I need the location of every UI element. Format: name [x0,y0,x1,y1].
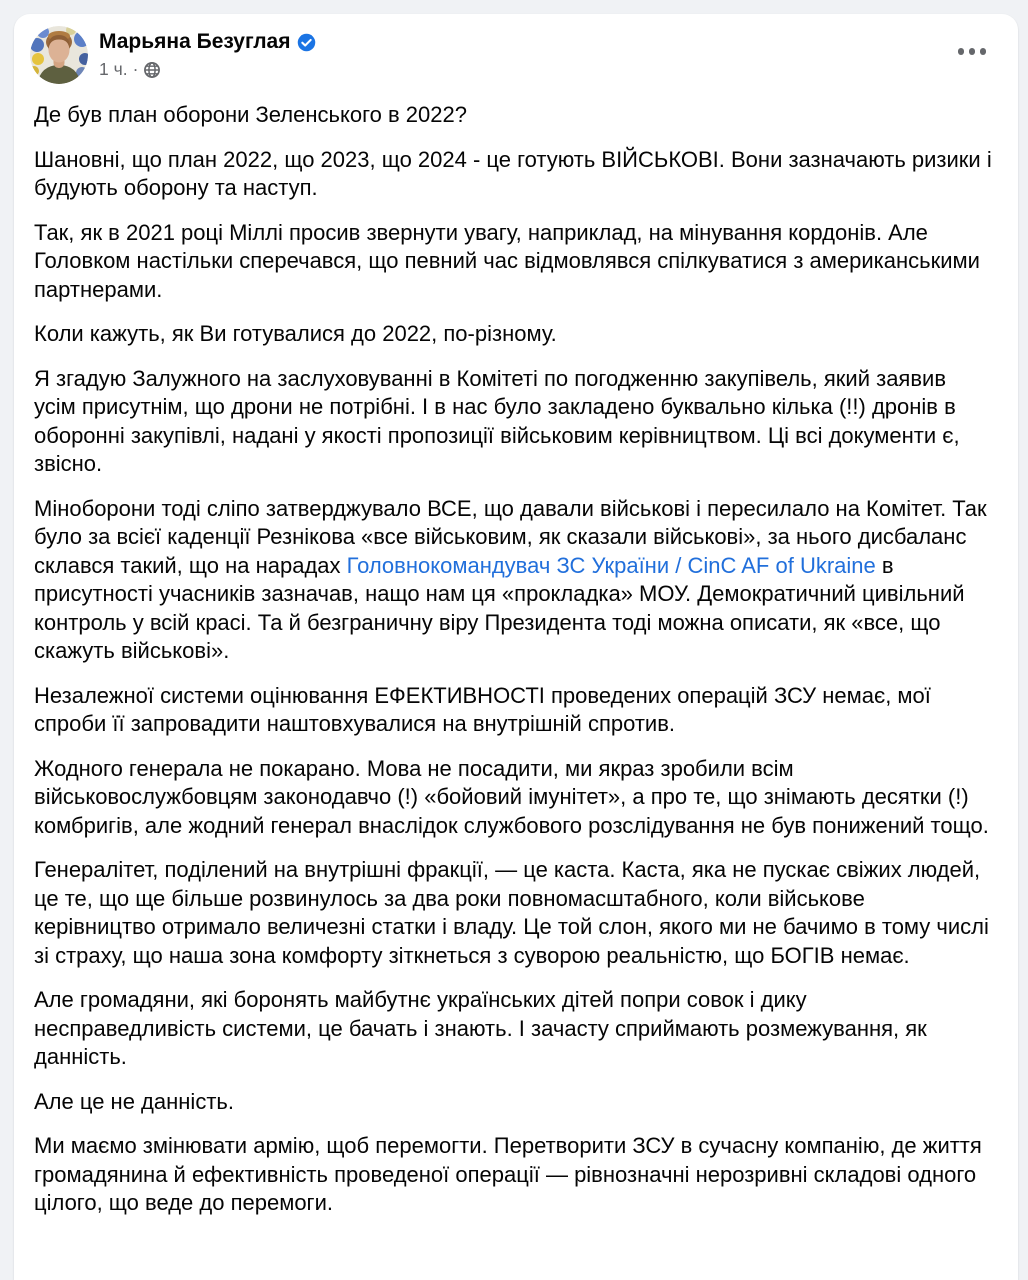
post-paragraph: Генералітет, поділений на внутрішні фракції, — це каста. Каста, яка не пускає свіжих людей, це те, що ще більше розвинулось за два роки повномасштабного, коли військове керівництво отримало величезні статки і владу. Це той слон, якого ми не бачимо в тому числі зі страху, що наша зона комфорту зіткнеться з суворою реальністю, що БОГІВ немає. [34,857,989,968]
post-meta[interactable] [99,59,316,80]
meta-separator: · [132,59,139,79]
avatar[interactable] [30,26,88,84]
paragraph-text: в присутності учасників зазначав, нащо нам ця «прокладка» МОУ. Демократичний цивільний контроль у всій красі. Та й безграничну віру Президента тоді можна описати, як «все, що скажуть військові». [34,552,965,663]
author-row [99,29,316,55]
post-paragraph: Але це не данність. [34,1088,234,1114]
post-header [14,14,1018,84]
post-paragraph: Незалежної системи оцінювання ЕФЕКТИВНОСТІ проведених операцій ЗСУ немає, мої спроби її запровадити наштовхувалися на внутрішній спротив. [34,682,931,736]
post-card [14,14,1018,1280]
globe-icon [143,61,161,79]
post-paragraph: Коли кажуть, як Ви готувалися до 2022, по-різному. [34,321,557,346]
dot-icon [980,48,987,55]
avatar-image [30,26,88,84]
post-paragraph-with-link [34,495,992,666]
paragraph-text: Міноборони тоді сліпо затверджувало ВСЕ, що давали військові і пересилало на Комітет. Так було за всієї каденції Резнікова «все військовим, як сказали військові», за нього дисбаланс склався такий, що на нарадах [34,495,987,578]
post-paragraph: Шановні, що план 2022, що 2023, що 2024 - це готують ВІЙСЬКОВІ. Вони зазначають ризики і будують оборону та наступ. [34,146,992,200]
tagged-page-link[interactable]: Головнокомандувач ЗС України / CinC AF of Ukraine [346,552,876,578]
post-paragraph: Я згадую Залужного на заслуховуванні в Комітеті по погодженню закупівель, який заявив усім присутнім, що дрони не потрібні. І в нас було закладено буквально кілька (!!) дронів в оборонні закупівлі, надані у якості пропозиції військовим керівництвом. Ці всі документи є, звісно. [34,365,960,476]
post-paragraph: Жодного генерала не покарано. Мова не посадити, ми якраз зробили всім військовослужбовцям законодавчо (!) «бойовий імунітет», а про те, що знімають десятки (!) комбригів, але жодний генерал внаслідок службового розслідування не був понижений тощо. [34,755,989,838]
post-paragraph: Де був план оборони Зеленського в 2022? [34,102,467,127]
author-name[interactable]: Марьяна Безуглая [99,30,291,53]
header-meta [99,26,316,80]
timestamp[interactable]: 1 ч. [99,59,128,79]
verified-badge-icon [297,33,316,52]
more-options-button[interactable] [952,42,993,61]
post-paragraph: Але громадяни, які боронять майбутнє українських дітей попри совок і дику несправедливість системи, це бачать і знають. І зачасту сприймають розмежування, як данність. [34,987,927,1069]
post-paragraph: Ми маємо змінювати армію, щоб перемогти. Перетворити ЗСУ в сучасну компанію, де життя громадянина й ефективність проведеної операції — рівнозначні нерозривні складові одного цілого, що веде до перемоги. [34,1133,982,1215]
dot-icon [958,48,965,55]
post-content [14,84,1018,1218]
post-paragraph: Так, як в 2021 році Міллі просив звернути увагу, наприклад, на мінування кордонів. Але Головком настільки сперечався, що певний час відмовлявся спілкуватися з американськими партнерами. [34,219,980,302]
dot-icon [969,48,976,55]
